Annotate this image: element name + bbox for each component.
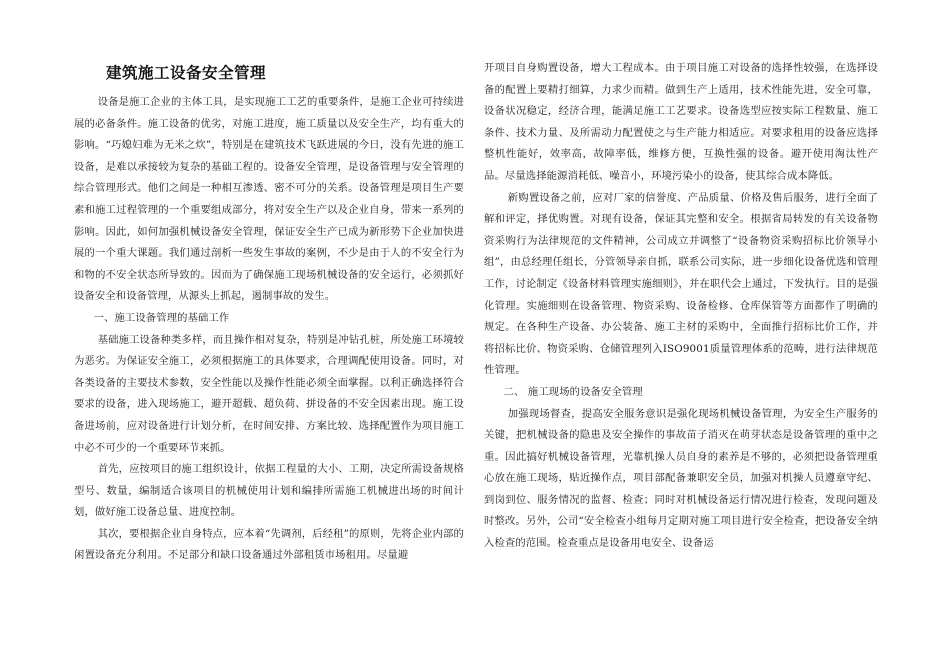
paragraph: 基础施工设备种类多样，而且操作相对复杂，特别是冲钻孔桩，所处施工环境较为恶劣。为保证安全施工，必须根据施工的具体要求，合理调配使用设备。同时，对各类设备的主要技术参数，安全性能以及操作性能必须全面掌握。以利正确选择符合要求的设备，进入现场施工，避开超载、超负荷、拼设备的不安全因素出现。施工设备进场前，应对设备进行计划分析，在时间安排、方案比较、选择配置作为项目施工中必不可少的一个重要环节来抓。 xyxy=(74,333,464,454)
paragraph: 开项目自身购置设备，增大工程成本。由于项目施工对设备的选择性较强，在选择设备的配置上要精打细算，力求少而精。做到生产上适用，技术性能先进，安全可靠，设备状况稳定，经济合理，能满足施工工艺要求。设备选型应按实际工程数量、施工条件、技术力量、及所需动力配置使之与生产能力相适应。对要求租用的设备应选择整机性能好，效率高，故障率低，维修方便，互换性强的设备。避开使用淘汰性产品。尽量选择能源消耗低、噪音小，环境污染小的设备，使其综合成本降低。 xyxy=(484,62,878,182)
right-column xyxy=(484,58,878,555)
document-title: 建筑施工设备安全管理 xyxy=(106,64,267,82)
section-heading: 二、 施工现场的设备安全管理 xyxy=(503,385,643,398)
paragraph: 首先，应按项目的施工组织设计，依据工程量的大小、工期，决定所需设备规格型号、数量，编制适合该项目的机械使用计划和编排所需施工机械进出场的时间计划，做好施工设备总量、进度控制。 xyxy=(74,463,464,519)
paragraph: 新购置设备之前，应对厂家的信誉度、产品质量、价格及售后服务，进行全面了解和评定，择优购置。对现有设备，保证其完整和安全。根据省局转发的有关设备物资采购行为法律规范的文件精神，公司成立并调整了“设备物资采购招标比价领导小组”，由总经理任组长，分管领导亲自抓，联系公司实际，进一步细化设备优选和管理工作，讨论制定《设备材料管理实施细则》，并在职代会上通过，下发执行。目的是强化管理。实施细则在设备管理、物资采购、设备检修、仓库保管等方面都作了明确的规定。在各种生产设备、办公装备、施工主材的采购中，全面推行招标比价工作，并将招标比价、物资采购、仓储管理列入ISO9001质量管理体系的范畴，进行法律规范性管理。 xyxy=(484,191,878,377)
left-column xyxy=(74,58,464,567)
paragraph: 其次，要根据企业自身特点，应本着“先调剂，后经租”的原则，先将企业内部的闲置设备充分利用。不足部分和缺口设备通过外部租赁市场租用。尽量避 xyxy=(74,527,464,562)
section-heading: 一、施工设备管理的基础工作 xyxy=(93,311,230,324)
paragraph: 加强现场督查，提高安全服务意识是强化现场机械设备管理，为安全生产服务的关键，把机械设备的隐患及安全操作的事故苗子消灭在萌芽状态是设备管理的重中之重。因此搞好机械设备管理，光靠机操人员自身的素养是不够的，必须把设备管理重心放在施工现场，贴近操作点，项目部配备兼职安全员，加强对机操人员遵章守纪、到岗到位、服务情况的监督、检查；同时对机械设备运行情况进行检查，发现问题及时整改。另外，公司“安全检查小组每月定期对施工项目进行安全检查，把设备安全纳入检查的范围。检查重点是设备用电安全、设备运 xyxy=(484,407,878,550)
paragraph: 设备是施工企业的主体工具，是实现施工工艺的重要条件，是施工企业可持续进展的必备条件。施工设备的优劣，对施工进度，施工质量以及安全生产，均有重大的影响。“巧媳妇难为无米之炊”，特别是在建筑技术飞跃进展的今日，没有先进的施工设备，是难以承接较为复杂的基础工程的。设备安全管理，是设备管理与安全管理的综合管理形式。他们之间是一种相互渗透、密不可分的关系。设备管理是项目生产要素和施工过程管理的一个重要组成部分，将对安全生产以及企业自身，带来一系列的影响。因此，如何加强机械设备安全管理，保证安全生产已成为新形势下企业加快进展的一个重大课题。我们通过剖析一些发生事故的案例，不少是由于人的不安全行为和物的不安全状态所导致的。因而为了确保施工现场机械设备的安全运行，必须抓好设备安全和设备管理，从源头上抓起，遏制事故的发生。 xyxy=(74,96,464,303)
